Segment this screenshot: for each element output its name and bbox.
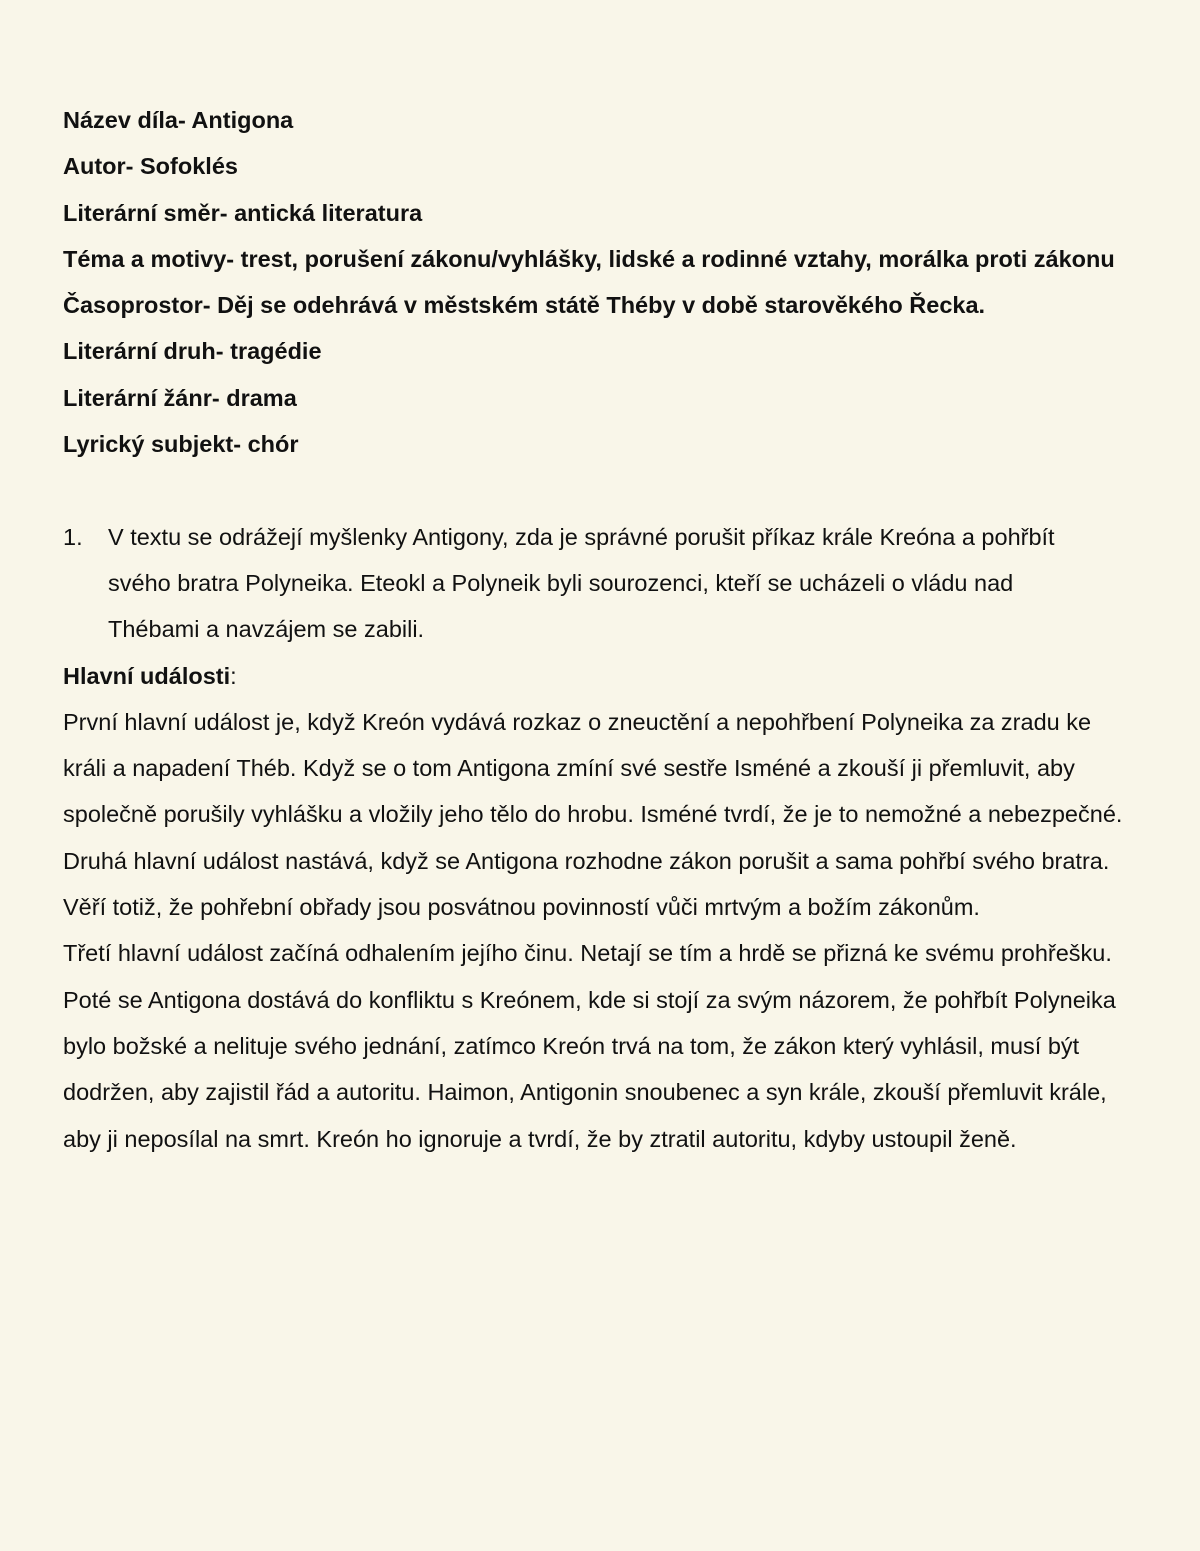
event-paragraph-3: Třetí hlavní událost začíná odhalením jejího činu. Netají se tím a hrdě se přizná ke svému prohřešku. Poté se Antigona dostává do konfliktu s Kreónem, kde si stojí za svým názorem, že pohřbít Polyneika bylo božské a nelituje svého jednání, zatímco Kreón trvá na tom, že zákon který vyhlásil, musí být dodržen, aby zajistil řád a autoritu. Haimon, Antigonin snoubenec a syn krále, zkouší přemluvit krále, aby ji neposílal na smrt. Kreón ho ignoruje a tvrdí, že by ztratil autoritu, kdyby ustoupil ženě. <box>63 940 1116 1152</box>
document-content <box>63 97 1143 1162</box>
literary-genre-line: Literární žánr- drama <box>63 384 297 411</box>
time-space-line: Časoprostor- Děj se odehrává v městském státě Théby v době starověkého Řecka. <box>63 292 986 319</box>
work-title-line: Název díla- Antigona <box>63 107 294 133</box>
blank-line <box>63 467 1143 513</box>
main-events-heading-label: Hlavní události <box>63 662 231 689</box>
theme-motifs-line: Téma a motivy- trest, porušení zákonu/vyhlášky, lidské a rodinné vztahy, morálka proti zákonu <box>63 245 1115 272</box>
lyrical-subject-line: Lyrický subjekt- chór <box>63 431 299 458</box>
event-paragraph-1: První hlavní událost je, když Kreón vydává rozkaz o zneuctění a nepohřbení Polyneika za zradu ke králi a napadení Théb. Když se o tom Antigona zmíní své sestře Isméné a zkouší ji přemluvit, aby společně porušily vyhlášku a vložily jeho tělo do hrobu. Isméné tvrdí, že je to nemožné a nebezpečné. <box>63 708 1123 828</box>
event-paragraph-2: Druhá hlavní událost nastává, když se Antigona rozhodne zákon porušit a sama pohřbí svého bratra. Věří totiž, že pohřební obřady jsou posvátnou povinností vůči mrtvým a božím zákonům. <box>63 847 1110 921</box>
literary-kind-line: Literární druh- tragédie <box>63 338 322 365</box>
numbered-list-item <box>63 514 1143 653</box>
literary-movement-line: Literární směr- antická literatura <box>63 199 423 226</box>
main-events-heading-colon: : <box>230 662 237 689</box>
list-number: 1. <box>63 523 83 550</box>
list-item-text: V textu se odrážejí myšlenky Antigony, zda je správné porušit příkaz krále Kreóna a pohřbít svého bratra Polyneika. Eteokl a Polyneik byli sourozenci, kteří se ucházeli o vládu nad Thébami a navzájem se zabili. <box>108 523 1055 643</box>
main-events-heading <box>63 653 1143 699</box>
author-line: Autor- Sofoklés <box>63 153 238 180</box>
